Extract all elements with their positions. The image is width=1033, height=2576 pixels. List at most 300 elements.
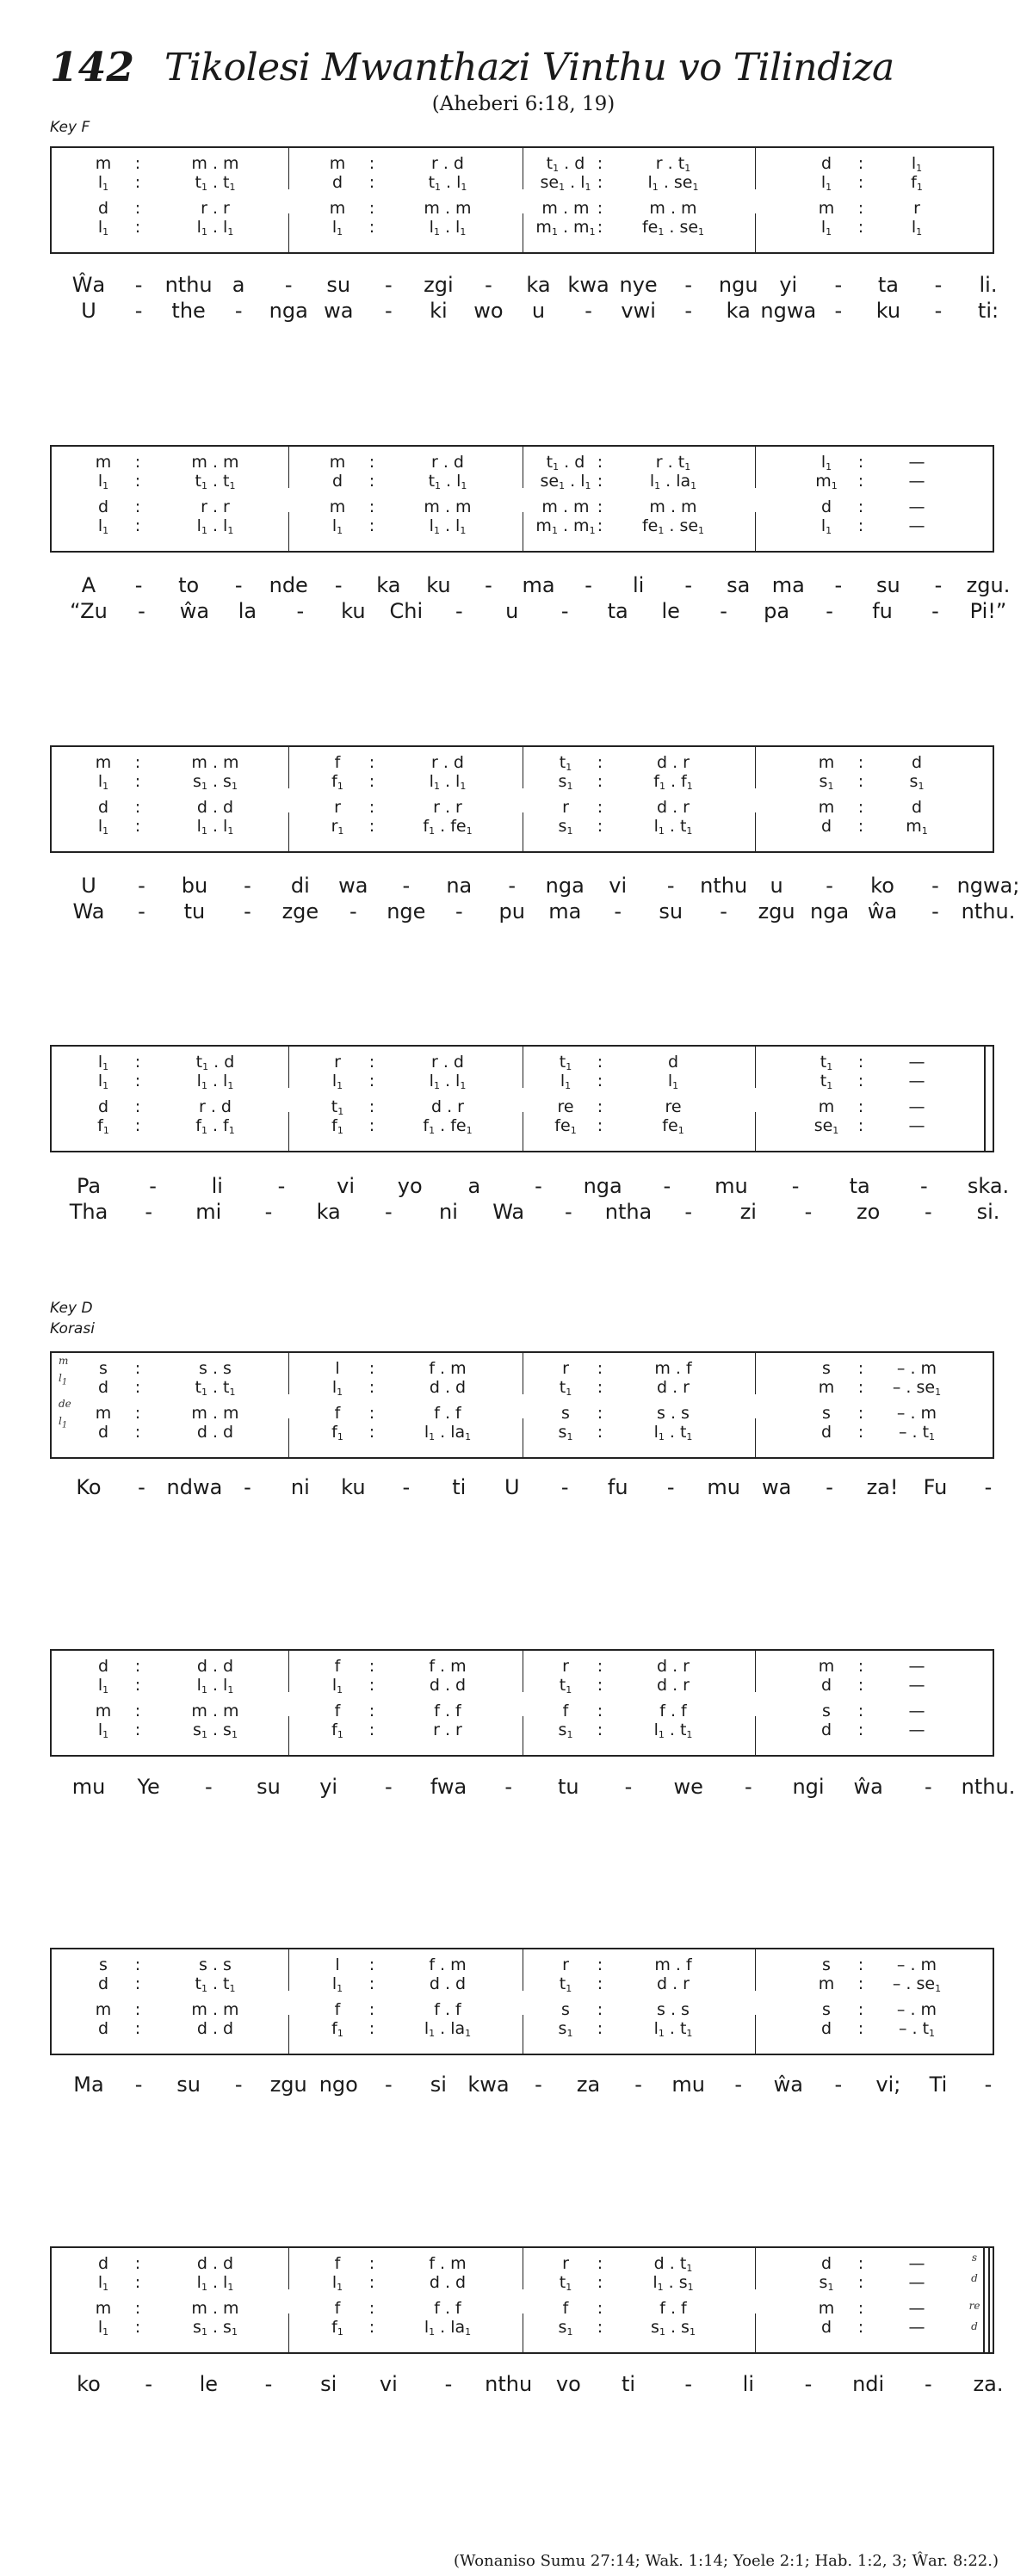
lyric-syllable: - [931, 599, 939, 623]
lyric-syllable: - [684, 273, 692, 297]
note-cell: $l_1$ [331, 1378, 343, 1398]
lyric-syllable: pa [764, 599, 790, 623]
beat-colon: : [597, 2254, 603, 2273]
lyric-syllable: - [720, 899, 727, 924]
note-cell: d [820, 154, 832, 173]
note-cell: r . d [431, 154, 464, 173]
note-cell: m [95, 2000, 112, 2019]
beat-colon: : [597, 516, 603, 535]
lyric-syllable: ntha [604, 1200, 653, 1224]
note-cell: d . d [196, 1657, 234, 1676]
lyric-syllable: the [171, 299, 206, 323]
lyric-syllable: ma [771, 573, 805, 597]
lyric-syllable: si [320, 2372, 337, 2396]
note-cell: m [818, 199, 835, 218]
note-cell: s . s [199, 1955, 232, 1974]
beat-colon: : [857, 2299, 864, 2318]
note-cell: d . r [657, 1676, 690, 1695]
note-cell: $l_1$ . $t_1$ [653, 2019, 693, 2039]
note-cell: r . d [431, 453, 464, 472]
note-cell: d . $t_1$ [653, 2254, 693, 2274]
lyric-syllable: - [277, 1174, 286, 1198]
score-system-1 [50, 146, 994, 254]
beat-colon: : [597, 798, 603, 817]
note-cell: s . s [657, 2000, 690, 2019]
note-cell: f [334, 1657, 341, 1676]
lyric-syllable: mu [71, 1775, 106, 1799]
beat-colon: : [857, 1359, 864, 1378]
note-cell: $l_1$ . $l_1$ [196, 1676, 234, 1696]
lyric-syllable: nye [619, 273, 658, 297]
note-cell: $l_1$ [97, 1072, 109, 1091]
beat-colon: : [857, 2318, 864, 2337]
beat-colon: : [857, 199, 864, 218]
beat-colon: : [597, 1955, 603, 1974]
beat-colon: : [597, 1720, 603, 1739]
note-cell: r . r [433, 798, 462, 817]
note-cell: $l_1$ [97, 772, 109, 792]
lyric-syllable: vi [337, 1174, 355, 1198]
lyric-syllable: Pi!” [969, 599, 1007, 623]
lyric-syllable: - [634, 2073, 642, 2097]
note-cell: $t_1$ [820, 1072, 833, 1091]
beat-colon: : [857, 817, 864, 836]
beat-colon: : [597, 1378, 603, 1397]
beat-colon: : [134, 1378, 141, 1397]
beat-colon: : [368, 1359, 375, 1378]
lyric-syllable: ko [870, 874, 894, 898]
note-cell: $s_1$ [558, 1720, 573, 1740]
score-system-3 [50, 745, 994, 853]
voice-row-2 [52, 471, 993, 491]
lyric-syllable: - [720, 599, 727, 623]
lyric-syllable: - [734, 2073, 743, 2097]
note-cell: r . d [431, 1053, 464, 1072]
note-cell: r [334, 1053, 341, 1072]
lyric-syllable: Wa [72, 899, 105, 924]
note-cell: d [820, 1720, 832, 1739]
beat-colon: : [857, 772, 864, 791]
note-cell: – . $t_1$ [898, 2019, 936, 2039]
note-cell: f . f [434, 1404, 461, 1423]
note-cell: m . m [191, 1404, 239, 1423]
note-cell: d [97, 1423, 109, 1442]
lyric-syllable: - [535, 1174, 542, 1198]
lyric-syllable: ni [290, 1475, 310, 1499]
note-cell: m [818, 1378, 835, 1397]
beat-colon: : [857, 453, 864, 472]
beat-colon: : [368, 1423, 375, 1442]
lyric-syllable: - [138, 874, 145, 898]
voice-mark: m [59, 1355, 69, 1367]
beat-colon: : [134, 2019, 141, 2038]
voice-row-4 [52, 1422, 993, 1442]
note-cell: – . m [896, 1404, 937, 1423]
note-cell: d [820, 1423, 832, 1442]
note-cell: $l_1$ [97, 2273, 109, 2293]
beat-colon: : [368, 1702, 375, 1720]
beat-colon: : [857, 2273, 864, 2292]
note-cell: d [97, 1097, 109, 1116]
lyric-syllable: - [455, 899, 463, 924]
beat-colon: : [134, 772, 141, 791]
beat-colon: : [597, 1097, 603, 1116]
lyric-syllable: nga [810, 899, 850, 924]
lyric-syllable: ni [439, 1200, 458, 1224]
note-cell: $l_1$ . $l_1$ [196, 2273, 234, 2293]
note-cell: $t_1$ . $t_1$ [195, 1378, 236, 1398]
lyric-syllable: - [204, 1775, 213, 1799]
beat-colon: : [368, 1378, 375, 1397]
lyric-syllable: - [924, 2372, 932, 2396]
beat-colon: : [134, 1974, 141, 1993]
beat-colon: : [857, 2254, 864, 2273]
lyric-syllable: kwa [467, 2073, 510, 2097]
note-cell: d . r [657, 1378, 690, 1397]
lyric-line [50, 571, 1011, 599]
lyric-syllable: zgu. [966, 573, 1011, 597]
note-cell: d [820, 817, 832, 836]
lyric-syllable: di [290, 874, 310, 898]
note-cell: $s_1$ . $s_1$ [193, 772, 238, 792]
lyric-syllable: - [931, 899, 939, 924]
lyric-syllable: sa [727, 573, 751, 597]
lyric-syllable: la [238, 599, 257, 623]
lyric-syllable: ta [607, 599, 628, 623]
note-cell: d . d [196, 798, 234, 817]
lyric-syllable: Ma [73, 2073, 104, 2097]
note-cell: $s_1$ [558, 817, 573, 837]
lyric-syllable: li [632, 573, 645, 597]
beat-colon: : [368, 772, 375, 791]
lyric-line [50, 297, 999, 324]
lyric-line [50, 1198, 1000, 1226]
lyric-syllable: - [149, 1174, 157, 1198]
lyric-syllable: su [659, 899, 684, 924]
note-cell: $t_1$ . $l_1$ [428, 173, 467, 193]
note-cell: s [822, 1404, 831, 1423]
lyric-syllable: vwi [621, 299, 656, 323]
lyric-syllable: - [585, 299, 592, 323]
beat-colon: : [857, 173, 864, 192]
voice-row-2 [52, 172, 993, 193]
lyric-syllable: su [876, 573, 900, 597]
note-cell: r [562, 1657, 569, 1676]
note-cell: $l_1$ [820, 218, 832, 238]
lyric-syllable: - [834, 2073, 843, 2097]
note-cell: $s_1$ [819, 2273, 834, 2293]
lyric-syllable: - [138, 599, 145, 623]
note-cell: $l_1$ [911, 218, 923, 238]
voice-row-1 [52, 452, 993, 473]
lyric-syllable: - [134, 573, 143, 597]
beat-colon: : [134, 1702, 141, 1720]
beat-colon: : [857, 218, 864, 237]
note-cell: $l_1$ [331, 1676, 343, 1696]
voice-row-4 [52, 2018, 993, 2039]
lyric-syllable: - [296, 599, 305, 623]
score-system-4 [50, 1045, 994, 1152]
lyric-syllable: ska. [967, 1174, 1010, 1198]
voice-row-2 [52, 1675, 993, 1696]
beat-colon: : [857, 1378, 864, 1397]
note-cell: r . $t_1$ [655, 453, 691, 473]
lyric-syllable: - [485, 573, 492, 597]
lyric-syllable: ŵa [179, 599, 210, 623]
end-voice-mark: d [971, 2272, 978, 2284]
note-cell: $t_1$ [559, 1676, 572, 1696]
note-cell: $l_1$ . $t_1$ [653, 817, 693, 837]
lyric-syllable: mu [707, 1475, 740, 1499]
voice-row-4 [52, 217, 993, 238]
note-cell: f . m [429, 1657, 467, 1676]
note-cell: $l_1$ . $t_1$ [653, 1720, 693, 1740]
lyric-line [50, 2370, 1004, 2398]
note-cell: d . d [196, 2019, 234, 2038]
note-cell: $l_1$ [820, 173, 832, 193]
note-cell: d [97, 1657, 109, 1676]
lyric-syllable: - [826, 1475, 833, 1499]
lyric-syllable: - [444, 2372, 453, 2396]
beat-colon: : [597, 1404, 603, 1423]
note-cell: m . m [424, 199, 472, 218]
lyric-syllable: ngo [319, 2073, 358, 2097]
voice-row-1 [52, 752, 993, 773]
note-cell: $s_1$ . $s_1$ [193, 2318, 238, 2338]
lyric-syllable: - [384, 273, 393, 297]
beat-colon: : [597, 472, 603, 491]
beat-colon: : [134, 154, 141, 173]
note-cell: $f_1$ [331, 772, 343, 792]
note-cell: $l_1$ . $t_1$ [653, 1423, 693, 1442]
voice-row-4 [52, 1720, 993, 1740]
lyric-syllable: - [384, 1775, 393, 1799]
beat-colon: : [368, 453, 375, 472]
beat-colon: : [368, 1404, 375, 1423]
note-cell: f [334, 2299, 341, 2318]
beat-colon: : [134, 1404, 141, 1423]
beat-colon: : [368, 2019, 375, 2038]
note-cell: $l_1$ . $la_1$ [649, 472, 697, 491]
lyric-syllable: ki [430, 299, 448, 323]
beat-colon: : [368, 1676, 375, 1695]
note-cell: — [908, 1657, 925, 1676]
note-cell: $se_1$ . $l_1$ [540, 472, 591, 491]
end-voice-mark: s [971, 2252, 978, 2264]
end-voice-mark: d [971, 2320, 978, 2332]
voice-row-4 [52, 816, 993, 837]
note-cell: f [562, 1702, 569, 1720]
lyric-syllable: Tha [69, 1200, 108, 1224]
lyric-syllable: ka [526, 273, 551, 297]
beat-colon: : [368, 1053, 375, 1072]
lyric-syllable: Ye [137, 1775, 160, 1799]
note-cell: f . m [429, 2254, 467, 2273]
note-cell: r . r [433, 1720, 462, 1739]
beat-colon: : [134, 1676, 141, 1695]
beat-colon: : [597, 218, 603, 237]
note-cell: $l_1$ [560, 1072, 572, 1091]
note-cell: $f_1$ . $f_1$ [653, 772, 693, 792]
beat-colon: : [134, 2000, 141, 2019]
lyric-syllable: - [349, 899, 357, 924]
voice-mark: de [59, 1398, 71, 1410]
lyric-syllable: - [384, 2073, 393, 2097]
note-cell: d [97, 2254, 109, 2273]
lyric-syllable: tu [558, 1775, 579, 1799]
voice-row-3 [52, 497, 993, 517]
note-cell: m . m [649, 497, 697, 516]
lyric-syllable: ka [316, 1200, 341, 1224]
lyric-syllable: zo [857, 1200, 881, 1224]
lyric-syllable: fu [872, 599, 893, 623]
lyric-syllable: vi [379, 2372, 398, 2396]
note-cell: $f_1$ . $fe_1$ [423, 1116, 473, 1136]
voice-row-4 [52, 2317, 993, 2338]
lyric-line [50, 597, 1007, 625]
note-cell: $t_1$ [559, 1378, 572, 1398]
lyric-syllable: - [624, 1775, 633, 1799]
note-cell: $f_1$ [331, 2019, 343, 2039]
lyric-syllable: yi [779, 273, 798, 297]
lyric-syllable: - [984, 2073, 993, 2097]
beat-colon: : [368, 1955, 375, 1974]
note-cell: m [818, 1974, 835, 1993]
voice-row-4 [52, 516, 993, 536]
beat-colon: : [368, 472, 375, 491]
lyric-syllable: - [334, 573, 343, 597]
note-cell: m [95, 453, 112, 472]
note-cell: $se_1$ . $l_1$ [540, 173, 591, 193]
lyric-syllable: su [257, 1775, 281, 1799]
beat-colon: : [134, 1053, 141, 1072]
note-cell: f [562, 2299, 569, 2318]
lyric-syllable: a [467, 1174, 481, 1198]
note-cell: $l_1$ [667, 1072, 679, 1091]
note-cell: m . m [424, 497, 472, 516]
beat-colon: : [368, 2254, 375, 2273]
note-cell: $t_1$ . $t_1$ [195, 1974, 236, 1994]
lyric-syllable: - [145, 2372, 152, 2396]
lyric-syllable: zgu [269, 2073, 307, 2097]
lyric-syllable: - [834, 573, 843, 597]
beat-colon: : [597, 772, 603, 791]
lyric-syllable: mu [671, 2073, 705, 2097]
lyric-syllable: ŵa [853, 1775, 883, 1799]
beat-colon: : [368, 2000, 375, 2019]
note-cell: $l_1$ . $s_1$ [653, 2273, 694, 2293]
lyric-syllable: ko [77, 2372, 101, 2396]
lyric-syllable: kwa [567, 273, 609, 297]
note-cell: d [97, 497, 109, 516]
note-cell: r [562, 2254, 569, 2273]
note-cell: $t_1$ [559, 2273, 572, 2293]
note-cell: $m_1$ [815, 472, 838, 491]
beat-colon: : [857, 497, 864, 516]
beat-colon: : [597, 1359, 603, 1378]
key-signature-f: Key F [50, 119, 90, 136]
note-cell: d . d [196, 2254, 234, 2273]
lyric-syllable: su [326, 273, 351, 297]
note-cell: $l_1$ [97, 1720, 109, 1740]
beat-colon: : [134, 1116, 141, 1135]
voice-row-1 [52, 1052, 993, 1072]
voice-row-3 [52, 1999, 993, 2020]
note-cell: r [562, 1359, 569, 1378]
lyric-line [50, 2071, 994, 2098]
note-cell: $t_1$ . $l_1$ [428, 472, 467, 491]
lyric-syllable: U [81, 299, 96, 323]
beat-colon: : [857, 1053, 864, 1072]
beat-colon: : [134, 1359, 141, 1378]
note-cell: $t_1$ [820, 1053, 833, 1072]
lyric-syllable: vi; [875, 2073, 901, 2097]
note-cell: — [908, 1072, 925, 1090]
note-cell: m . m [191, 154, 239, 173]
lyric-syllable: za! [866, 1475, 899, 1499]
beat-colon: : [857, 1974, 864, 1993]
beat-colon: : [134, 199, 141, 218]
beat-colon: : [857, 753, 864, 772]
lyric-syllable: - [134, 299, 143, 323]
lyric-syllable: - [138, 1475, 145, 1499]
note-cell: d [97, 798, 109, 817]
note-cell: $l_1$ [97, 1053, 109, 1072]
lyric-syllable: - [826, 599, 833, 623]
hymn-title: Tikolesi Mwanthazi Vinthu vo Tilindiza [164, 46, 894, 90]
note-cell: d [97, 199, 109, 218]
lyric-syllable: - [244, 1475, 251, 1499]
lyric-syllable: li. [979, 273, 998, 297]
note-cell: d . d [429, 1676, 467, 1695]
lyric-syllable: - [934, 573, 943, 597]
lyric-syllable: ŵa [867, 899, 898, 924]
note-cell: – . $t_1$ [898, 1423, 936, 1442]
beat-colon: : [368, 798, 375, 817]
beat-colon: : [368, 2318, 375, 2337]
lyric-syllable: ngu [718, 273, 758, 297]
note-cell: $t_1$ . d [546, 154, 585, 174]
note-cell: s [822, 1955, 831, 1974]
beat-colon: : [857, 516, 864, 535]
lyric-syllable: ma [522, 573, 555, 597]
beat-colon: : [857, 1423, 864, 1442]
lyric-syllable: nthu. [961, 899, 1016, 924]
lyric-syllable: - [684, 573, 692, 597]
lyric-syllable: Fu [923, 1475, 948, 1499]
note-cell: d [911, 798, 923, 817]
lyric-syllable: zge [281, 899, 319, 924]
beat-colon: : [134, 173, 141, 192]
lyric-syllable: - [920, 1174, 928, 1198]
lyric-syllable: wa [761, 1475, 792, 1499]
lyric-syllable: Chi [389, 599, 424, 623]
beat-colon: : [134, 1097, 141, 1116]
lyric-syllable: mi [195, 1200, 222, 1224]
lyric-syllable: nga [269, 299, 308, 323]
lyric-syllable: - [384, 1200, 393, 1224]
note-cell: $l_1$ [97, 2318, 109, 2338]
voice-row-3 [52, 1096, 993, 1117]
lyric-syllable: - [585, 573, 592, 597]
note-cell: — [908, 472, 925, 491]
lyric-syllable: - [804, 1200, 813, 1224]
lyric-syllable: - [826, 874, 833, 898]
beat-colon: : [597, 173, 603, 192]
score-system-7 [50, 1948, 994, 2055]
beat-colon: : [368, 1657, 375, 1676]
note-cell: $fe_1$ [554, 1116, 577, 1136]
